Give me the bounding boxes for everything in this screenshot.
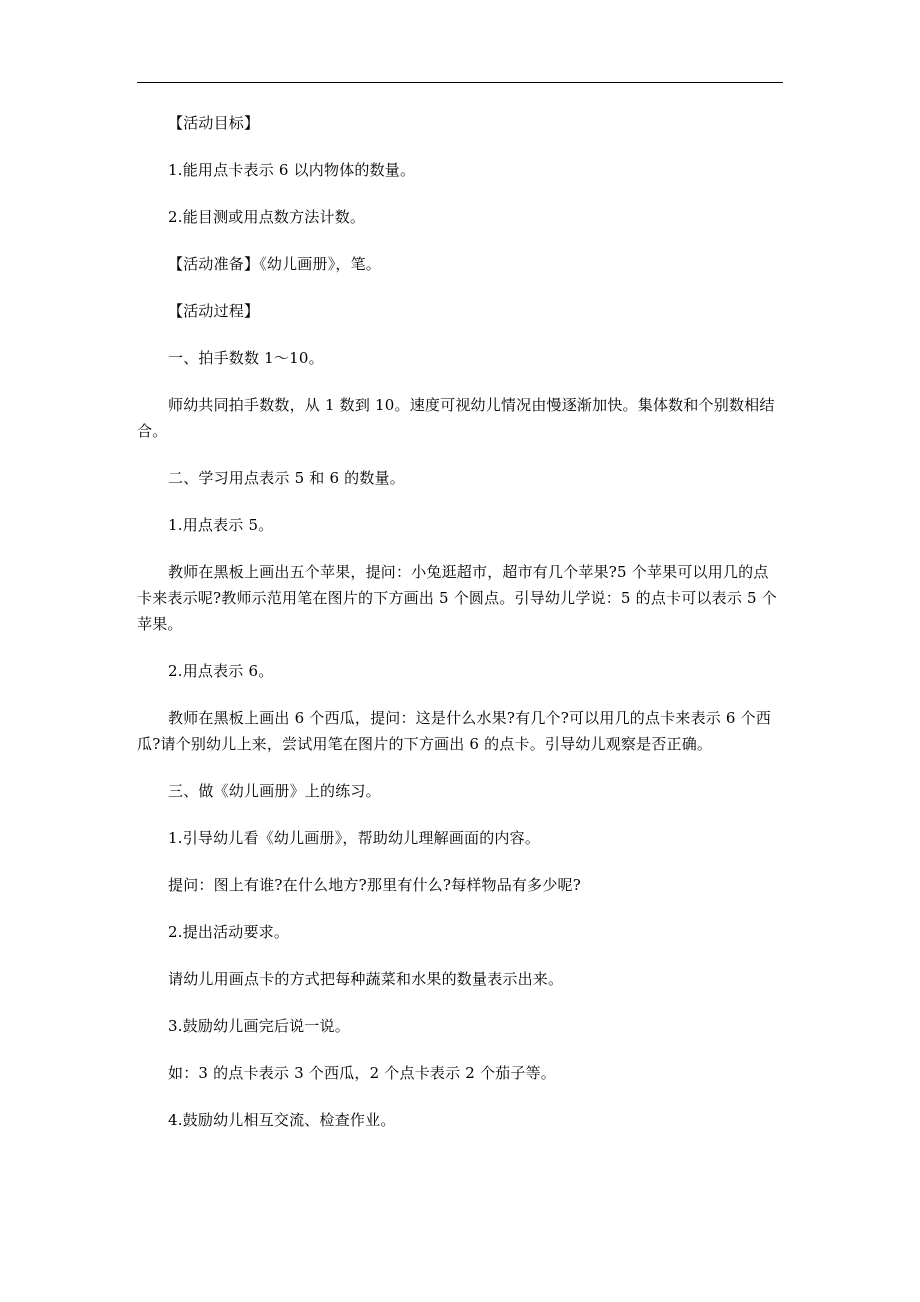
step-heading-1: 一、拍手数数 1～10。	[168, 349, 324, 367]
goal-item-2: 2.能目测或用点数方法计数。	[168, 208, 366, 226]
substep-3-3-heading: 3.鼓励幼儿画完后说一说。	[168, 1017, 350, 1035]
goal-item-1: 1.能用点卡表示 6 以内物体的数量。	[168, 161, 416, 179]
substep-2-1-description: 教师在黑板上画出五个苹果，提问：小兔逛超市，超市有几个苹果?5 个苹果可以用几的点卡来表示呢?教师示范用笔在图片的下方画出 5 个圆点。引导幼儿学说：5 的点卡可以表示 5 个苹果。	[137, 563, 777, 633]
section-heading-preparation: 【活动准备】《幼儿画册》，笔。	[168, 255, 382, 273]
substep-3-4-heading: 4.鼓励幼儿相互交流、检查作业。	[168, 1111, 396, 1129]
substep-3-2-description: 请幼儿用画点卡的方式把每种蔬菜和水果的数量表示出来。	[168, 970, 564, 988]
substep-3-2-heading: 2.提出活动要求。	[168, 923, 290, 941]
section-heading-process: 【活动过程】	[168, 302, 260, 320]
step-1-description: 师幼共同拍手数数，从 1 数到 10。速度可视幼儿情况由慢逐渐加快。集体数和个别数相结合。	[137, 396, 775, 440]
step-heading-2: 二、学习用点表示 5 和 6 的数量。	[168, 469, 405, 487]
header-rule	[137, 82, 783, 83]
substep-2-2-description: 教师在黑板上画出 6 个西瓜，提问：这是什么水果?有几个?可以用几的点卡来表示 6 个西瓜?请个别幼儿上来，尝试用笔在图片的下方画出 6 的点卡。引导幼儿观察是否正确。	[137, 709, 772, 753]
substep-2-1-heading: 1.用点表示 5。	[168, 516, 274, 534]
substep-3-3-example: 如：3 的点卡表示 3 个西瓜，2 个点卡表示 2 个茄子等。	[168, 1064, 556, 1082]
section-heading-goals: 【活动目标】	[168, 114, 260, 132]
substep-3-1-question: 提问：图上有谁?在什么地方?那里有什么?每样物品有多少呢?	[168, 876, 581, 894]
document-body	[137, 110, 783, 1154]
step-heading-3: 三、做《幼儿画册》上的练习。	[168, 782, 381, 800]
substep-2-2-heading: 2.用点表示 6。	[168, 662, 274, 680]
substep-3-1-heading: 1.引导幼儿看《幼儿画册》，帮助幼儿理解画面的内容。	[168, 829, 541, 847]
